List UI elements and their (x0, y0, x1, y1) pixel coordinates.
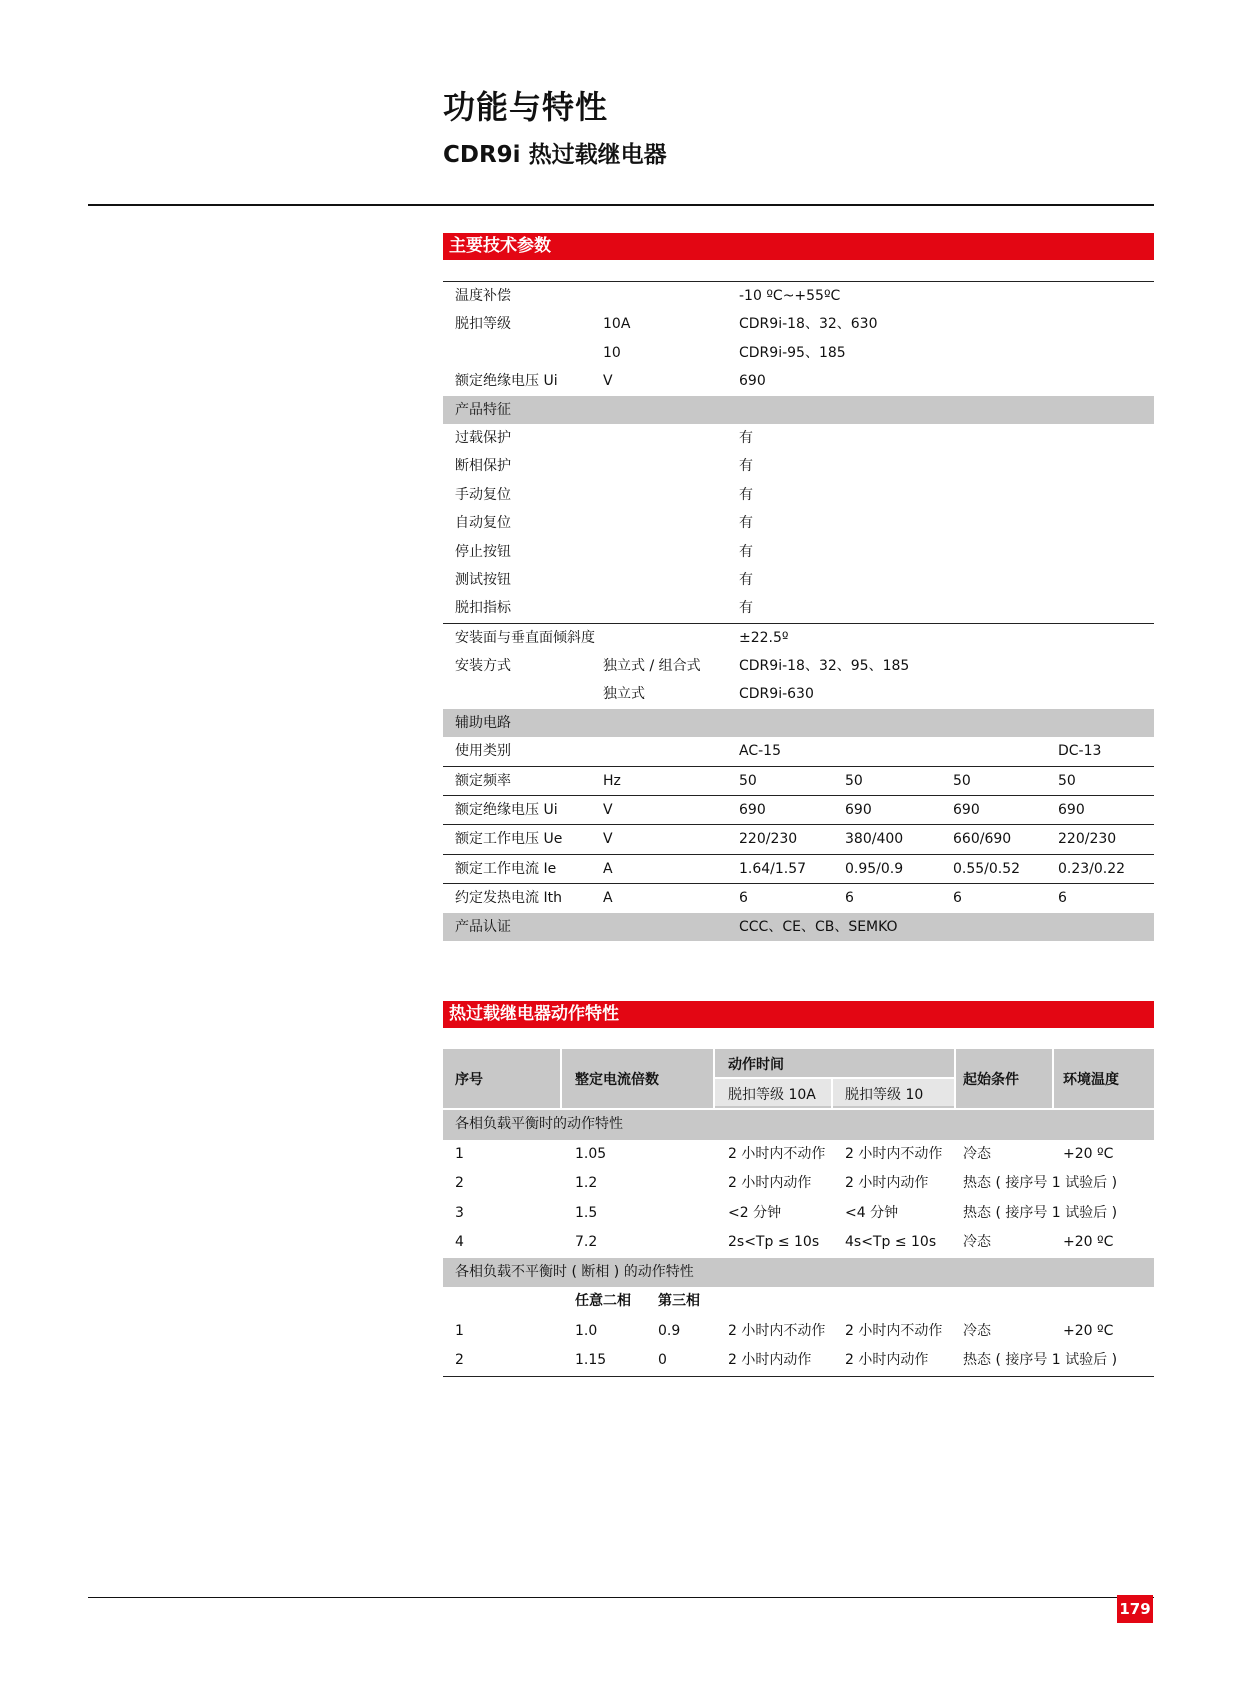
header-multiple: 整定电流倍数 (575, 1072, 659, 1088)
feature-name: 过载保护 (455, 429, 511, 446)
mount-row (443, 652, 1154, 680)
aux-label: 约定发热电流 Ith (455, 890, 562, 907)
aux-category-dc: DC-13 (1058, 743, 1102, 760)
feature-value: 有 (739, 515, 753, 532)
cell-seq: 2 (455, 1175, 464, 1191)
cert-label: 产品认证 (455, 918, 511, 935)
aux-row (443, 884, 1154, 912)
cell-seq: 2 (455, 1352, 464, 1368)
spec-value: CDR9i-95、185 (739, 344, 846, 361)
spec-label: 温度补偿 (455, 288, 511, 304)
aux-unit: A (603, 860, 613, 877)
aux-value: 0.55/0.52 (953, 860, 1021, 877)
cell-t10: 4s<Tp ≤ 10s (845, 1234, 937, 1250)
aux-value: 6 (953, 890, 962, 907)
aux-unit: Hz (603, 772, 621, 789)
section-title-specs: 主要技术参数 (443, 233, 1154, 260)
mount-sub: 独立式 (603, 686, 645, 703)
header-time: 动作时间 (728, 1057, 784, 1073)
cell-any2: 1.15 (575, 1352, 607, 1368)
table-row (443, 1317, 1154, 1347)
cell-start: 冷态 (963, 1234, 991, 1250)
aux-label: 额定工作电压 Ue (455, 831, 563, 848)
cell-seq: 1 (455, 1322, 464, 1339)
mount-value: ±22.5º (739, 629, 789, 646)
feature-value: 有 (739, 600, 753, 617)
spec-unit: 10 (603, 344, 621, 361)
cell-temp: +20 ºC (1063, 1234, 1114, 1250)
cell-t10a: 2s<Tp ≤ 10s (728, 1234, 820, 1250)
section-title-action: 热过载继电器动作特性 (443, 1001, 1154, 1028)
cell-t10a: 2 小时内不动作 (728, 1145, 826, 1162)
cell-seq: 4 (455, 1234, 464, 1250)
spec-row (443, 310, 1154, 338)
cell-t10a: 2 小时内动作 (728, 1175, 812, 1191)
cell-temp: +20 ºC (1063, 1322, 1114, 1339)
cert-value: CCC、CE、CB、SEMKO (739, 918, 898, 935)
cell-temp: +20 ºC (1063, 1145, 1114, 1162)
spec-value: 690 (739, 373, 766, 390)
header-divider (1052, 1049, 1054, 1108)
feature-row (443, 594, 1154, 623)
aux-row (443, 855, 1154, 884)
footer-divider (88, 1597, 1154, 1598)
aux-value: 690 (1058, 802, 1085, 819)
header-divider (954, 1049, 956, 1108)
aux-value: 220/230 (1058, 831, 1117, 848)
cell-mult: 1.5 (575, 1204, 598, 1221)
feature-value: 有 (739, 543, 753, 560)
aux-value: 0.95/0.9 (845, 860, 904, 877)
mount-row (443, 624, 1154, 652)
aux-category-label: 使用类别 (455, 743, 511, 760)
cell-seq: 1 (455, 1145, 464, 1162)
feature-value: 有 (739, 429, 753, 446)
cell-t10a: <2 分钟 (728, 1204, 782, 1221)
aux-value: 50 (953, 772, 971, 789)
mount-value: CDR9i-18、32、95、185 (739, 658, 910, 675)
header-divider (88, 204, 1154, 206)
header-temp: 环境温度 (1063, 1072, 1119, 1088)
specs-table (443, 281, 1154, 941)
aux-value: 380/400 (845, 831, 904, 848)
aux-value: 6 (739, 890, 748, 907)
table-row (443, 1169, 1154, 1199)
action-table (443, 1048, 1154, 1377)
feature-value: 有 (739, 571, 753, 588)
header-class10: 脱扣等级 10 (845, 1087, 924, 1103)
feature-row (443, 566, 1154, 594)
aux-category-ac: AC-15 (739, 743, 781, 760)
page-subtitle: CDR9i 热过载继电器 (443, 142, 667, 168)
aux-category-row (443, 737, 1154, 766)
cell-mult: 1.05 (575, 1145, 607, 1162)
cell-t10: <4 分钟 (845, 1204, 899, 1221)
header-class10a: 脱扣等级 10A (728, 1087, 816, 1103)
spec-row (443, 281, 1154, 310)
cell-start: 冷态 (963, 1322, 991, 1339)
feature-name: 自动复位 (455, 515, 511, 532)
aux-unit: A (603, 890, 613, 907)
spec-row (443, 367, 1154, 395)
unbalanced-header-label: 各相负载不平衡时 ( 断相 ) 的动作特性 (455, 1263, 694, 1280)
aux-value: 50 (1058, 772, 1076, 789)
feature-value: 有 (739, 486, 753, 503)
spec-value: CDR9i-18、32、630 (739, 316, 878, 333)
page-title: 功能与特性 (443, 88, 609, 126)
aux-value: 220/230 (739, 831, 798, 848)
feature-value: 有 (739, 458, 753, 475)
cell-t10: 2 小时内不动作 (845, 1322, 943, 1339)
header-divider (560, 1049, 562, 1108)
features-header (443, 396, 1154, 424)
aux-label: 额定绝缘电压 Ui (455, 802, 558, 819)
aux-value: 50 (845, 772, 863, 789)
action-table-header (443, 1048, 1154, 1108)
cell-t10a: 2 小时内不动作 (728, 1322, 826, 1339)
mount-sub: 独立式 / 组合式 (603, 658, 701, 675)
cell-third: 0.9 (658, 1322, 681, 1339)
feature-row (443, 452, 1154, 480)
aux-value: 50 (739, 772, 757, 789)
unbalanced-header (443, 1258, 1154, 1288)
feature-name: 停止按钮 (455, 543, 511, 560)
mount-label: 安装方式 (455, 658, 511, 675)
cell-mult: 7.2 (575, 1234, 598, 1250)
cell-start: 热态 ( 接序号 1 试验后 ) (963, 1352, 1118, 1368)
header-start: 起始条件 (963, 1072, 1019, 1088)
spec-unit: 10A (603, 316, 631, 333)
cert-row (443, 913, 1154, 941)
aux-value: 6 (845, 890, 854, 907)
table-row (443, 1228, 1154, 1258)
table-row (443, 1140, 1154, 1170)
cell-any2: 1.0 (575, 1322, 598, 1339)
subheader-third: 第三相 (658, 1293, 700, 1309)
aux-value: 6 (1058, 890, 1067, 907)
header-divider (831, 1079, 833, 1108)
aux-header-label: 辅助电路 (455, 714, 511, 731)
feature-name: 脱扣指标 (455, 600, 511, 617)
mount-value: CDR9i-630 (739, 686, 814, 703)
aux-value: 660/690 (953, 831, 1012, 848)
feature-row (443, 424, 1154, 452)
spec-label: 额定绝缘电压 Ui (455, 373, 558, 390)
aux-row (443, 796, 1154, 825)
aux-label: 额定频率 (455, 772, 511, 789)
aux-unit: V (603, 802, 613, 819)
unbalanced-subheader (443, 1287, 1154, 1317)
cell-t10: 2 小时内不动作 (845, 1145, 943, 1162)
cell-start: 冷态 (963, 1145, 991, 1162)
feature-row (443, 509, 1154, 537)
aux-row (443, 825, 1154, 854)
aux-value: 690 (845, 802, 872, 819)
aux-label: 额定工作电流 Ie (455, 860, 557, 877)
mount-label: 安装面与垂直面倾斜度 (455, 629, 595, 646)
spec-label: 脱扣等级 (455, 316, 511, 333)
header-seq: 序号 (455, 1072, 483, 1088)
cell-start: 热态 ( 接序号 1 试验后 ) (963, 1175, 1118, 1191)
feature-name: 测试按钮 (455, 571, 511, 588)
feature-row (443, 538, 1154, 566)
mount-row (443, 680, 1154, 708)
aux-value: 1.64/1.57 (739, 860, 807, 877)
spec-value: -10 ºC~+55ºC (739, 288, 841, 304)
cell-third: 0 (658, 1352, 667, 1368)
aux-header (443, 709, 1154, 737)
balanced-header-label: 各相负载平衡时的动作特性 (455, 1116, 623, 1132)
cell-seq: 3 (455, 1204, 464, 1221)
cell-t10: 2 小时内动作 (845, 1175, 929, 1191)
feature-name: 手动复位 (455, 486, 511, 503)
aux-value: 0.23/0.22 (1058, 860, 1126, 877)
spec-unit: V (603, 373, 613, 390)
aux-value: 690 (953, 802, 980, 819)
balanced-header (443, 1110, 1154, 1140)
aux-row (443, 767, 1154, 796)
spec-row (443, 339, 1154, 367)
cell-start: 热态 ( 接序号 1 试验后 ) (963, 1204, 1118, 1221)
subheader-any2: 任意二相 (575, 1293, 631, 1309)
feature-name: 断相保护 (455, 458, 511, 475)
aux-unit: V (603, 831, 613, 848)
cell-t10: 2 小时内动作 (845, 1352, 929, 1368)
feature-row (443, 481, 1154, 509)
table-row (443, 1199, 1154, 1229)
cell-mult: 1.2 (575, 1175, 598, 1191)
features-header-label: 产品特征 (455, 401, 511, 418)
cell-t10a: 2 小时内动作 (728, 1352, 812, 1368)
table-row (443, 1346, 1154, 1377)
aux-value: 690 (739, 802, 766, 819)
page-number: 179 (1117, 1595, 1153, 1623)
